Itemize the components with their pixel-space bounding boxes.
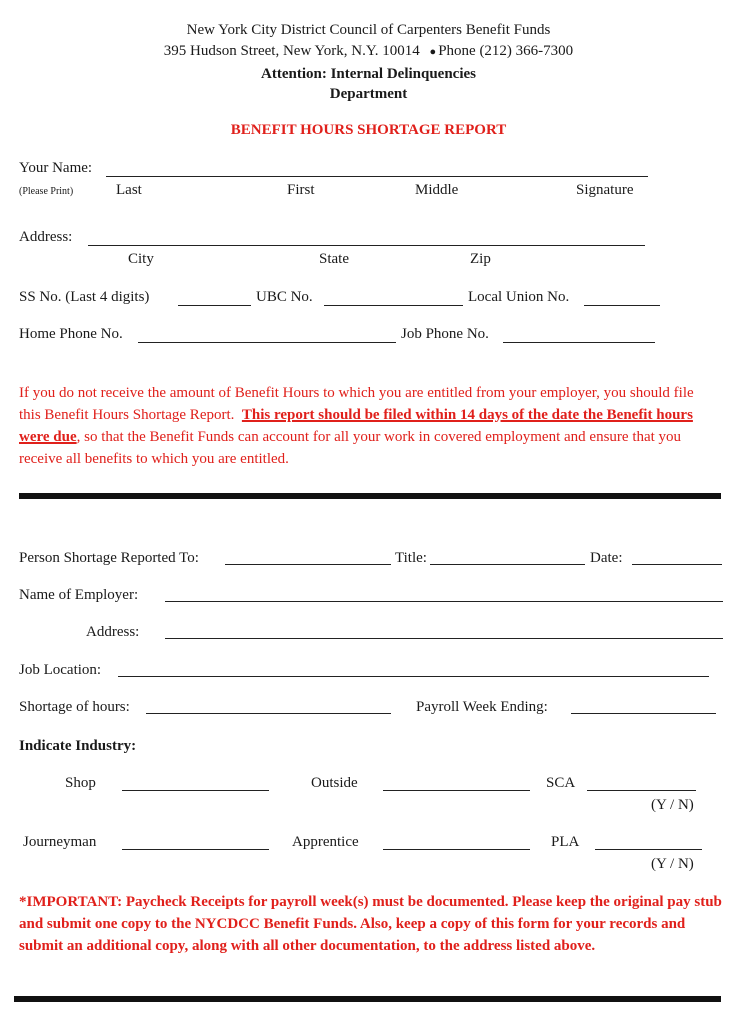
date-label: Date: xyxy=(590,550,623,566)
industry-shop-field[interactable] xyxy=(122,790,269,791)
address-part-city: City xyxy=(128,251,154,267)
industry-apprentice-label: Apprentice xyxy=(292,834,359,850)
notice-paragraph xyxy=(19,382,719,470)
title-field[interactable] xyxy=(430,564,585,565)
name-part-last: Last xyxy=(116,182,142,198)
industry-outside-label: Outside xyxy=(311,775,358,791)
person-reported-field[interactable] xyxy=(225,564,391,565)
employer-address-label: Address: xyxy=(86,624,140,640)
local-union-label: Local Union No. xyxy=(468,289,570,305)
job-location-label: Job Location: xyxy=(19,662,102,678)
industry-heading: Indicate Industry: xyxy=(19,738,137,754)
ss-label: SS No. (Last 4 digits) xyxy=(19,289,150,305)
employer-field[interactable] xyxy=(165,601,723,602)
street-address: 395 Hudson Street, New York, N.Y. 10014 xyxy=(163,43,420,59)
org-address-line xyxy=(0,43,737,60)
industry-pla-field[interactable] xyxy=(595,849,702,850)
ubc-label: UBC No. xyxy=(256,289,313,305)
shortage-hours-label: Shortage of hours: xyxy=(19,699,130,715)
address-field[interactable] xyxy=(88,245,645,246)
date-field[interactable] xyxy=(632,564,722,565)
employer-label: Name of Employer: xyxy=(19,587,139,603)
industry-sca-field[interactable] xyxy=(587,790,696,791)
name-part-signature: Signature xyxy=(576,182,634,198)
payroll-week-field[interactable] xyxy=(571,713,716,714)
address-label: Address: xyxy=(19,229,73,245)
employer-address-field[interactable] xyxy=(165,638,723,639)
person-reported-label: Person Shortage Reported To: xyxy=(19,550,199,566)
notice-text-1: If you do not receive the amount of Benefit Hours to which you are entitled from your employer, you should file this Benefit Hours Shortage Report. xyxy=(19,385,694,423)
important-notice: *IMPORTANT: Paycheck Receipts for payroll week(s) must be documented. Please keep the original pay stub and submit one copy to the NYCDCC Benefit Funds. Also, keep a copy of this form for your records and submit an additional copy, along with all other documentation, to the address listed above. xyxy=(19,894,722,954)
department-line: Department xyxy=(329,86,408,102)
notice-text-2: , so that the Benefit Funds can account for all your work in covered employment and ensure that you receive all benefits to which you are entitled. xyxy=(19,429,682,467)
job-phone-field[interactable] xyxy=(503,342,655,343)
home-phone-label: Home Phone No. xyxy=(19,326,123,342)
ubc-field[interactable] xyxy=(324,305,463,306)
your-name-field[interactable] xyxy=(106,176,648,177)
industry-journeyman-label: Journeyman xyxy=(23,834,97,850)
notice-emphasis: This report should be filed within 14 days of the date the Benefit hours were due xyxy=(19,407,693,445)
shortage-hours-field[interactable] xyxy=(146,713,391,714)
address-part-state: State xyxy=(319,251,349,267)
industry-outside-field[interactable] xyxy=(383,790,530,791)
industry-pla-label: PLA xyxy=(551,834,580,850)
job-phone-label: Job Phone No. xyxy=(401,326,489,342)
local-union-field[interactable] xyxy=(584,305,660,306)
title-label: Title: xyxy=(395,550,427,566)
industry-sca-label: SCA xyxy=(546,775,576,791)
name-part-middle: Middle xyxy=(415,182,459,198)
payroll-week-label: Payroll Week Ending: xyxy=(416,699,548,715)
phone-number: Phone (212) 366-7300 xyxy=(438,43,574,59)
please-print-note: (Please Print) xyxy=(19,186,74,197)
sca-yn-hint: (Y / N) xyxy=(651,797,694,813)
address-part-zip: Zip xyxy=(470,251,491,267)
your-name-label: Your Name: xyxy=(19,160,93,176)
section-divider-top xyxy=(19,493,721,499)
form-title: BENEFIT HOURS SHORTAGE REPORT xyxy=(230,122,507,138)
industry-shop-label: Shop xyxy=(65,775,96,791)
name-part-first: First xyxy=(287,182,315,198)
industry-journeyman-field[interactable] xyxy=(122,849,269,850)
bullet-icon: ● xyxy=(429,46,437,58)
pla-yn-hint: (Y / N) xyxy=(651,856,694,872)
job-location-field[interactable] xyxy=(118,676,709,677)
section-divider-bottom xyxy=(14,996,721,1002)
industry-apprentice-field[interactable] xyxy=(383,849,530,850)
attention-line: Attention: Internal Delinquencies xyxy=(261,66,476,82)
ss-field[interactable] xyxy=(178,305,251,306)
home-phone-field[interactable] xyxy=(138,342,396,343)
org-name: New York City District Council of Carpenters Benefit Funds xyxy=(186,22,551,38)
